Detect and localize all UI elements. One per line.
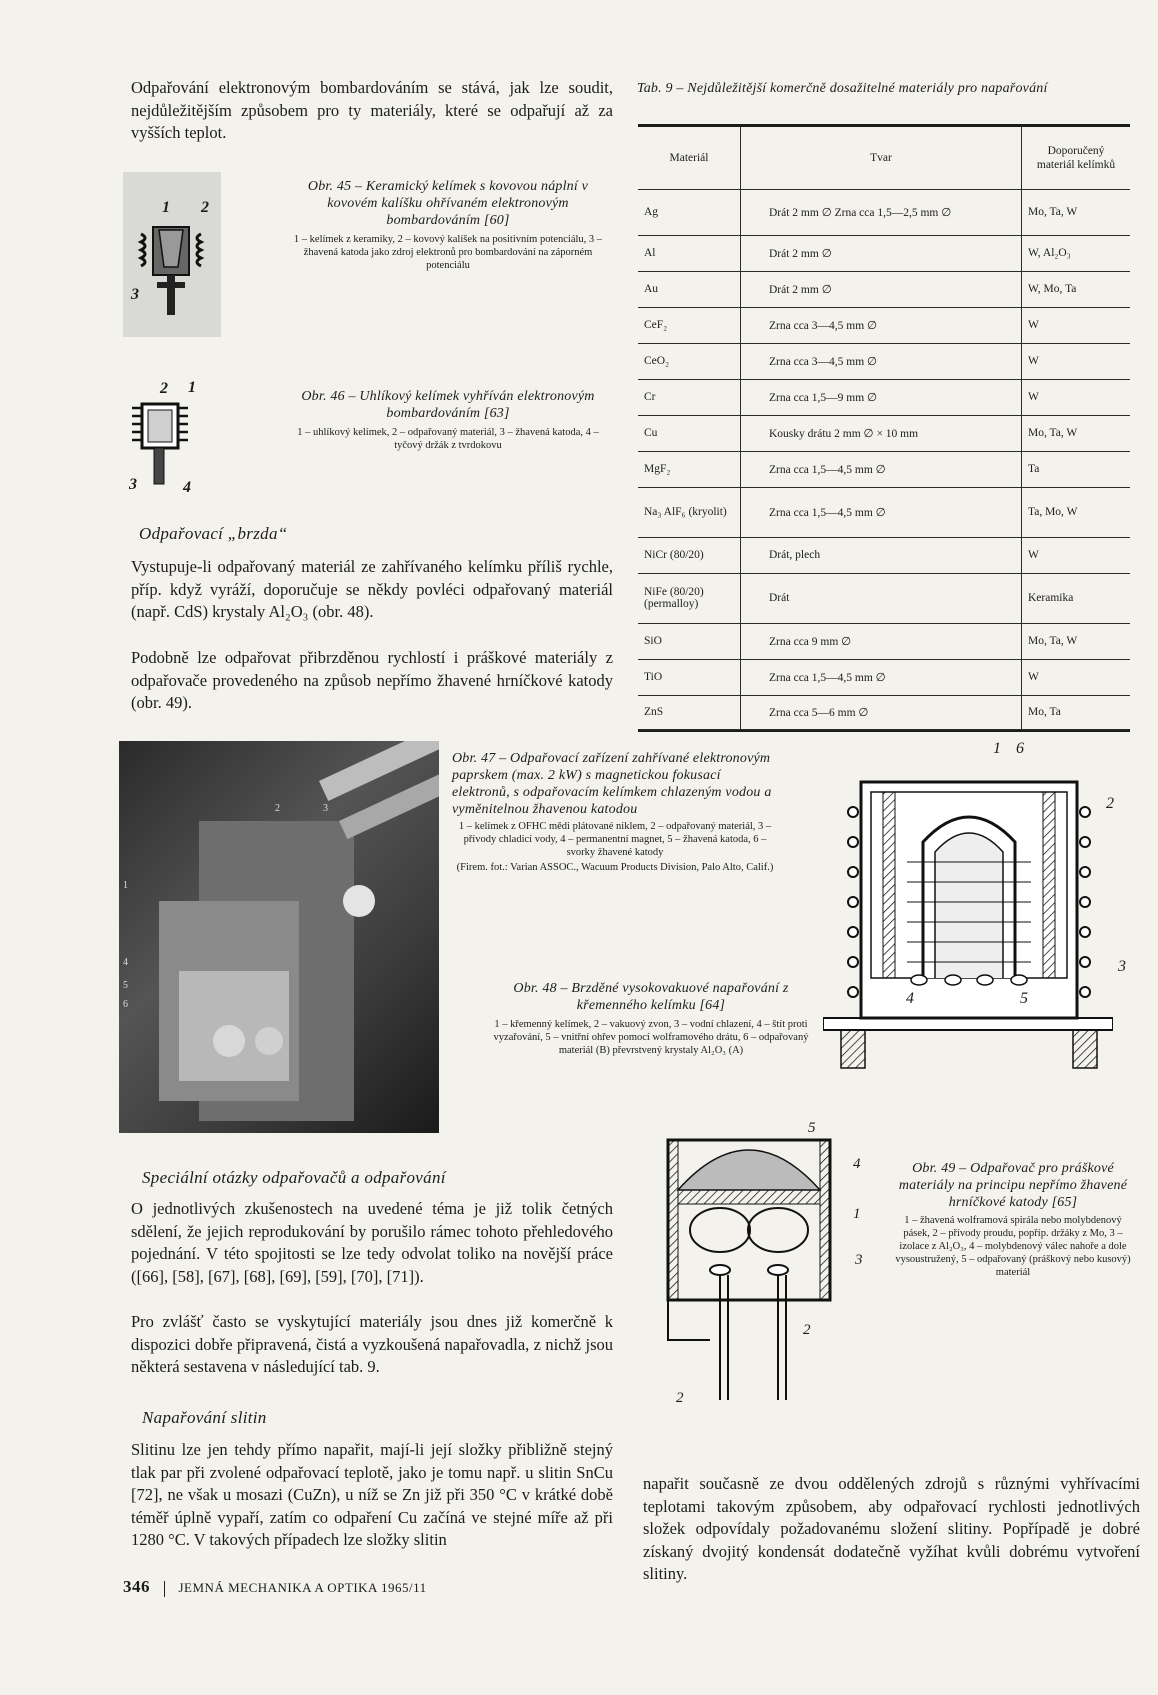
table-9-caption: Tab. 9 – Nejdůležitější komerčně dosažitelné materiály pro napařování: [637, 81, 1048, 96]
table-row: [638, 623, 1130, 659]
table-row: [638, 415, 1130, 451]
fig45-label-1: 1: [162, 199, 170, 216]
table-cell-crucible: W, Al₂O₃: [1022, 235, 1131, 271]
figure-49-title: Obr. 49 – Odpařovač pro práškové materiály na principu nepřímo žhavené hrníčkové katody [65]: [898, 1161, 1128, 1210]
intro-paragraph: Odpařování elektronovým bombardováním se stává, jak lze soudit, nejdůležitějším způsobem pro ty materiály, které se odpařují až za vyšších teplot.: [131, 78, 613, 142]
table-cell-form: Drát 2 mm ∅: [741, 271, 1022, 307]
table-row: [638, 573, 1130, 623]
section-heading-special: Speciální otázky odpařovačů a odpařování: [142, 1168, 446, 1187]
fig47-label-3: 3: [323, 803, 328, 814]
figure-48-legend: 1 – křemenný kelímek, 2 – vakuový zvon, 3 – vodní chlazení, 4 – štít proti vyzařování, 5 – vnitřní ohřev pomocí wolframového drátu, 6 – odpařovaný materiál (B) převrstvený krystaly Al₂O₃ (A): [493, 1019, 809, 1056]
figure-45-legend: 1 – kelímek z keramiky, 2 – kovový kalíšek na positivním potenciálu, 3 – žhavená katoda jako zdroj elektronů pro bombardování na záporném potenciálu: [293, 234, 603, 271]
fig47-label-4: 4: [123, 957, 128, 968]
table-row: [638, 451, 1130, 487]
fig46-label-4: 4: [183, 479, 191, 496]
fig45-label-2: 2: [201, 199, 209, 216]
table-cell-form: Zrna cca 3—4,5 mm ∅: [741, 307, 1022, 343]
brzda-paragraph-1: Vystupuje-li odpařovaný materiál ze zahřívaného kelímku příliš rychle, příp. když vyráží, doporučuje se někdy povléci odpařovaný materiál (např. CdS) krystaly Al₂O₃ (obr. 48).: [131, 557, 613, 621]
table-row: [638, 487, 1130, 537]
table-cell-material: CeF₂: [638, 307, 741, 343]
footer-divider: [164, 1581, 165, 1597]
table-cell-form: Drát, plech: [741, 537, 1022, 573]
table-cell-crucible: Keramika: [1022, 573, 1131, 623]
figure-45-caption: [283, 178, 613, 272]
figure-47-caption: [452, 750, 778, 874]
fig48-label-3: 3: [1118, 958, 1126, 975]
table-cell-material: CeO₂: [638, 343, 741, 379]
table-cell-crucible: Mo, Ta, W: [1022, 189, 1131, 235]
figure-48-title: Obr. 48 – Brzděné vysokovakuové napařování z křemenného kelímku [64]: [513, 981, 789, 1013]
figure-46-caption: [283, 388, 613, 452]
table-row: [638, 271, 1130, 307]
figure-47-photo: [119, 741, 439, 1133]
table-row: [638, 695, 1130, 729]
table-cell-material: Al: [638, 235, 741, 271]
table-row: [638, 659, 1130, 695]
figure-49-caption: [893, 1160, 1133, 1279]
figure-45-title: Obr. 45 – Keramický kelímek s kovovou náplní v kovovém kalíšku ohřívaném elektronovým bombardováním [60]: [307, 179, 589, 228]
fig46-label-3: 3: [129, 476, 137, 493]
fig49-label-5: 5: [808, 1120, 816, 1136]
table-cell-crucible: Ta, Mo, W: [1022, 487, 1131, 537]
table-cell-form: Zrna cca 1,5—9 mm ∅: [741, 379, 1022, 415]
table-cell-form: Drát 2 mm ∅: [741, 235, 1022, 271]
brzda-paragraph-2: Podobně lze odpařovat přibrzděnou rychlostí i práškové materiály z odpařovače provedeného na způsob nepřímo žhavené hrníčkové katody (obr. 49).: [131, 648, 613, 712]
table-cell-form: Zrna cca 3—4,5 mm ∅: [741, 343, 1022, 379]
figure-47-title: Obr. 47 – Odpařovací zařízení zahřívané elektronovým paprskem (max. 2 kW) s magnetickou fokusací elektronů, s odpařovacím kelímkem chlazeným vodou a vyměnitelnou žhavenou katodou: [452, 751, 772, 817]
figure-48-caption: [490, 980, 812, 1057]
table-cell-crucible: W: [1022, 379, 1131, 415]
table-cell-material: NiCr (80/20): [638, 537, 741, 573]
table-cell-form: Kousky drátu 2 mm ∅ × 10 mm: [741, 415, 1022, 451]
fig49-label-3: 3: [855, 1252, 863, 1268]
table-cell-form: Zrna cca 5—6 mm ∅: [741, 695, 1022, 729]
table-header-form: Tvar: [741, 127, 1022, 189]
table-cell-material: Na₃ AlF₆ (kryolit): [638, 487, 741, 537]
table-cell-material: Au: [638, 271, 741, 307]
page-footer: [123, 1577, 427, 1597]
fig49-label-1: 1: [853, 1206, 861, 1222]
fig47-label-6: 6: [123, 999, 128, 1010]
fig48-label-4: 4: [906, 990, 914, 1007]
figure-49-drawing: [650, 1130, 860, 1420]
table-cell-material: ZnS: [638, 695, 741, 729]
figure-47-credit: (Firem. fot.: Varian ASSOC., Wacuum Products Division, Palo Alto, Calif.): [456, 862, 774, 873]
table-cell-crucible: W: [1022, 659, 1131, 695]
fig47-label-5: 5: [123, 980, 128, 991]
fig48-label-1: 1: [993, 740, 1001, 757]
figure-49-legend: 1 – žhavená wolframová spirála nebo molybdenový pásek, 2 – přívody proudu, popříp. držáky z Mo, 3 – izolace z Al₂O₃, 4 – molybdenový válec nahoře a dole vysoustružený, 5 – odpařovaný (práškový nebo kusový) materiál: [895, 1215, 1131, 1278]
fig49-label-2a: 2: [803, 1322, 811, 1338]
journal-name: JEMNÁ MECHANIKA A OPTIKA 1965/11: [178, 1580, 427, 1595]
special-paragraph-2: Pro zvlášť často se vyskytující materiály jsou dnes již komerčně k dispozici dobře připravená, čistá a vyzkoušená napařovadla, z nichž jsou některá sestavena v následující tab. 9.: [131, 1312, 613, 1376]
figure-48-drawing: [823, 752, 1113, 1072]
table-cell-crucible: Mo, Ta, W: [1022, 623, 1131, 659]
fig45-label-3: 3: [131, 286, 139, 303]
table-cell-crucible: W: [1022, 537, 1131, 573]
figure-46-title: Obr. 46 – Uhlíkový kelímek vyhříván elektronovým bombardováním [63]: [301, 389, 595, 421]
fig47-label-1: 1: [123, 880, 128, 891]
table-cell-material: Cr: [638, 379, 741, 415]
table-cell-material: MgF₂: [638, 451, 741, 487]
table-row: [638, 537, 1130, 573]
table-row: [638, 189, 1130, 235]
table-cell-crucible: Mo, Ta: [1022, 695, 1131, 729]
figure-47-legend: 1 – kelímek z OFHC mědi plátované niklem, 2 – odpařovaný materiál, 3 – přívody chladicí vody, 4 – permanentní magnet, 5 – žhavená katoda, 6 – svorky žhavené katody: [458, 821, 772, 858]
table-cell-form: Zrna cca 1,5—4,5 mm ∅: [741, 487, 1022, 537]
slitin-paragraph-left: Slitinu lze jen tehdy přímo napařit, mají-li její složky přibližně stejný tlak par při zvolené odpařovací teplotě, jako je tomu např. u slitin SnCu [72], ne však u mosazi (CuZn), u níž se Zn již při 350 °C v krátké době téměř úplně vypaří, zatím co odpaření Cu začíná ve stejné míře až při 1280 °C. V takových případech lze složky slitin: [131, 1440, 613, 1549]
table-9: [638, 124, 1130, 732]
figure-46-legend: 1 – uhlíkový kelímek, 2 – odpařovaný materiál, 3 – žhavená katoda, 4 – tyčový držák z tvrdokovu: [297, 427, 599, 451]
fig49-label-2b: 2: [676, 1390, 684, 1406]
figure-45-drawing: [123, 172, 221, 337]
table-cell-crucible: W, Mo, Ta: [1022, 271, 1131, 307]
fig47-label-2: 2: [275, 803, 280, 814]
table-cell-material: SiO: [638, 623, 741, 659]
table-cell-form: Drát 2 mm ∅ Zrna cca 1,5—2,5 mm ∅: [741, 189, 1022, 235]
section-heading-brzda: Odpařovací „brzda“: [139, 524, 288, 543]
table-cell-material: Cu: [638, 415, 741, 451]
table-cell-material: Ag: [638, 189, 741, 235]
table-cell-crucible: Mo, Ta, W: [1022, 415, 1131, 451]
table-row: [638, 379, 1130, 415]
table-header-crucible: Doporučený materiál kelímků: [1022, 127, 1131, 189]
table-row: [638, 235, 1130, 271]
table-cell-form: Zrna cca 1,5—4,5 mm ∅: [741, 659, 1022, 695]
table-cell-material: TiO: [638, 659, 741, 695]
figure-46-drawing: [128, 396, 198, 492]
slitin-paragraph-right: napařit současně ze dvou oddělených zdrojů s různými vyhřívacími teplotami takovým způsobem, aby odpařovací rychlosti jednotlivých složek odpovídaly požadovanému složení slitiny. Popřípadě je dobré získaný dvojitý kondensát dodatečně vyžíhat kvůli dobrému vytvoření slitiny.: [643, 1474, 1140, 1583]
table-cell-crucible: Ta: [1022, 451, 1131, 487]
table-row: [638, 343, 1130, 379]
table-row: [638, 307, 1130, 343]
section-heading-slitin: Napařování slitin: [142, 1408, 267, 1427]
fig49-label-4: 4: [853, 1156, 861, 1172]
table-cell-crucible: W: [1022, 307, 1131, 343]
fig48-label-5: 5: [1020, 990, 1028, 1007]
special-paragraph-1: O jednotlivých zkušenostech na uvedené téma je již tolik četných sdělení, že jejich reprodukování by porušilo rámec tohoto přehledového pojednání. V této spojitosti se lze tedy odvolat toliko na novější práce ([66], [58], [67], [68], [69], [59], [70], [71]).: [131, 1199, 613, 1286]
table-cell-form: Zrna cca 1,5—4,5 mm ∅: [741, 451, 1022, 487]
fig48-label-2: 2: [1106, 795, 1114, 812]
table-cell-material: NiFe (80/20) (permalloy): [638, 573, 741, 623]
table-cell-form: Zrna cca 9 mm ∅: [741, 623, 1022, 659]
page-number: 346: [123, 1577, 150, 1596]
table-header-material: Materiál: [638, 127, 741, 189]
fig46-label-1: 1: [188, 379, 196, 396]
fig46-label-2: 2: [160, 380, 168, 397]
fig48-label-6: 6: [1016, 740, 1024, 757]
table-cell-crucible: W: [1022, 343, 1131, 379]
table-cell-form: Drát: [741, 573, 1022, 623]
